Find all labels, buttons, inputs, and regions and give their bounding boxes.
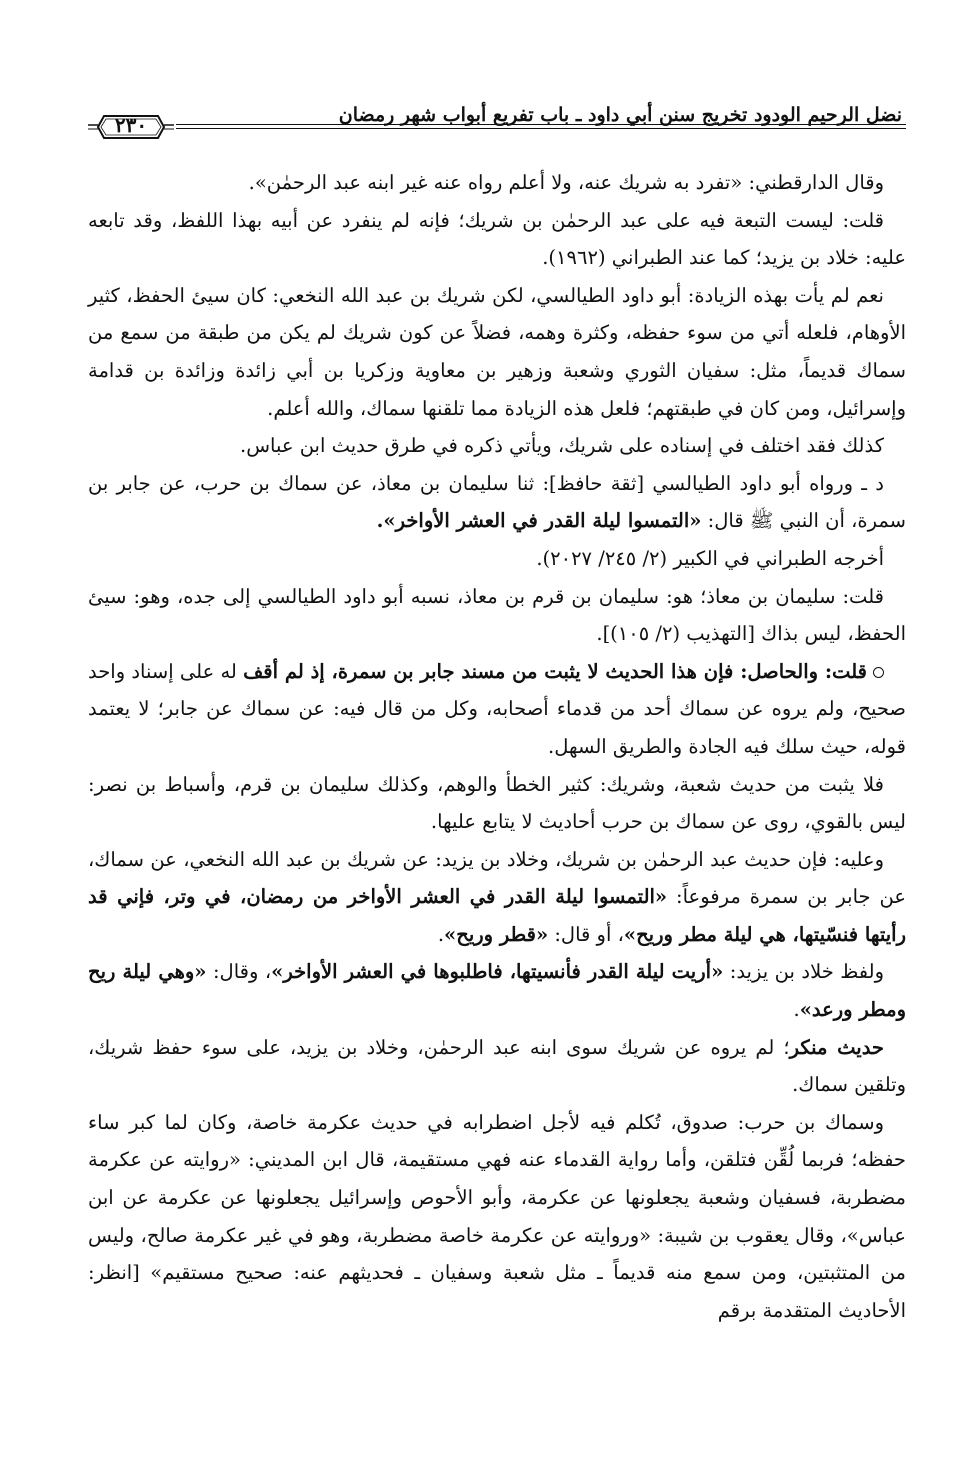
paragraph [88, 1029, 906, 1104]
text-run: له على إسناد واحد صحيح، ولم يروه عن سماك أحد من قدماء أصحابه، وكل من قال فيه: عن سماك عن جابر؛ لا يعتمد قوله، حيث سلك فيه الجادة والطريق السهل. [88, 659, 906, 758]
paragraph [88, 1104, 906, 1330]
bold-text: «وهي ليلة ريح ومطر ورعد» [88, 960, 906, 1022]
text-run: ، أو قال: [548, 922, 624, 946]
bold-text: حديث منكر [789, 1035, 884, 1059]
page-number: ٢٣٠ [114, 113, 148, 137]
book-page [88, 88, 906, 1388]
text-run: وسماك بن حرب: صدوق، تُكلم فيه لأجل اضطرابه في حديث عكرمة خاصة، وكان لما كبر ساء حفظه؛ فربما لُقِّن فتلقن، وأما رواية القدماء عنه فهي مستقيمة، قال ابن المديني: «روايته عن عكرمة مضطربة، فسفيان وشعبة يجعلونها عن عكرمة، وأبو الأحوص وإسرائيل يجعلونها عن عكرمة عن ابن عباس»، وقال يعقوب بن شيبة: «وروايته عن عكرمة خاصة مضطربة، وهو في غير عكرمة صالح، وليس من المتثبتين، ومن سمع منه قديماً ـ مثل شعبة وسفيان ـ فحديثهم عنه: صحيح مستقيم» [انظر: الأحاديث المتقدمة برقم [88, 1110, 906, 1322]
text-run: كذلك فقد اختلف في إسناده على شريك، ويأتي ذكره في طرق حديث ابن عباس. [240, 434, 884, 458]
bold-text: قلت: والحاصل: فإن هذا الحديث لا يثبت من مسند جابر بن سمرة، إذ لم أقف [243, 659, 867, 683]
paragraph [88, 578, 906, 653]
text-run: قلت: سليمان بن معاذ؛ هو: سليمان بن قرم بن معاذ، نسبه أبو داود الطيالسي إلى جده، وهو: سيئ الحفظ، ليس بذاك [التهذيب (٢/ ١٠٥)]. [88, 584, 906, 646]
running-title: نضل الرحيم الودود تخريج سنن أبي داود ـ باب تفريع أبواب شهر رمضان [338, 104, 902, 126]
bold-text: «التمسوا ليلة القدر في العشر الأواخر». [376, 509, 702, 533]
paragraph [88, 953, 906, 1028]
text-run: أخرجه الطبراني في الكبير (٢/ ٢٤٥/ ٢٠٢٧). [536, 546, 884, 570]
bold-text: «أريت ليلة القدر فأنسيتها، فاطلبوها في العشر الأواخر» [271, 960, 724, 984]
text-run: نعم لم يأت بهذه الزيادة: أبو داود الطيالسي، لكن شريك بن عبد الله النخعي: كان سيئ الحفظ، كثير الأوهام، فلعله أتي من سوء حفظه، وكثرة وهمه، فضلاً عن كون شريك لم يكن من طبقة من سمع من سماك قديماً، مثل: سفيان الثوري وشعبة وزهير بن معاوية وزكريا بن أبي زائدة وزائدة بن قدامة وإسرائيل، ومن كان في طبقتهم؛ فلعل هذه الزيادة مما تلقنها سماك، والله أعلم. [88, 283, 906, 420]
paragraph [88, 202, 906, 277]
page-header [88, 88, 906, 128]
page-number-badge [88, 110, 174, 144]
text-run: فلا يثبت من حديث شعبة، وشريك: كثير الخطأ والوهم، وكذلك سليمان بن قرم، وأسباط بن نصر: ليس بالقوي، روى عن سماك بن حرب أحاديث لا يتابع عليها. [88, 772, 906, 834]
paragraph [88, 277, 906, 427]
text-run: وقال الدارقطني: «تفرد به شريك عنه، ولا أعلم رواه عنه غير ابنه عبد الرحمٰن». [248, 171, 884, 194]
text-run: ، وقال: [206, 960, 272, 984]
text-run: . [437, 922, 445, 946]
paragraph [88, 427, 906, 465]
bold-text: «التمسوا ليلة القدر في العشر الأواخر من رمضان، في وتر، فإني قد رأيتها فنسّيتها، هي ليلة مطر وريح» [88, 885, 906, 946]
paragraph [88, 766, 906, 841]
paragraph [88, 164, 906, 202]
header-rule [176, 124, 906, 125]
paragraph [88, 540, 906, 578]
circle-marker-icon [873, 667, 884, 678]
text-run: ؛ لم يروه عن شريك سوى ابنه عبد الرحمٰن، وخلاد بن يزيد، على سوء حفظ شريك، وتلقين سماك. [88, 1035, 906, 1097]
paragraph [88, 841, 906, 954]
body-text [88, 164, 906, 1329]
header-rule-thin [176, 128, 906, 129]
bold-text: «قطر وريح» [444, 922, 549, 946]
text-run: ولفظ خلاد بن يزيد: [723, 960, 885, 984]
paragraph [88, 653, 906, 766]
paragraph [88, 465, 906, 540]
text-run: وعليه: فإن حديث عبد الرحمٰن بن شريك، وخلاد بن يزيد: عن شريك بن عبد الله النخعي، عن سماك، عن جابر بن سمرة مرفوعاً: [88, 847, 907, 909]
text-run: د ـ ورواه أبو داود الطيالسي [ثقة حافظ]: ثنا سليمان بن معاذ، عن سماك بن حرب، عن جابر بن سمرة، أن النبي ﷺ قال: [88, 471, 906, 533]
text-run: . [793, 998, 800, 1022]
text-run: قلت: ليست التبعة فيه على عبد الرحمٰن بن شريك؛ فإنه لم ينفرد عن أبيه بهذا اللفظ، وقد تابعه عليه: خلاد بن يزيد؛ كما عند الطبراني (١٩٦٢). [88, 208, 906, 270]
